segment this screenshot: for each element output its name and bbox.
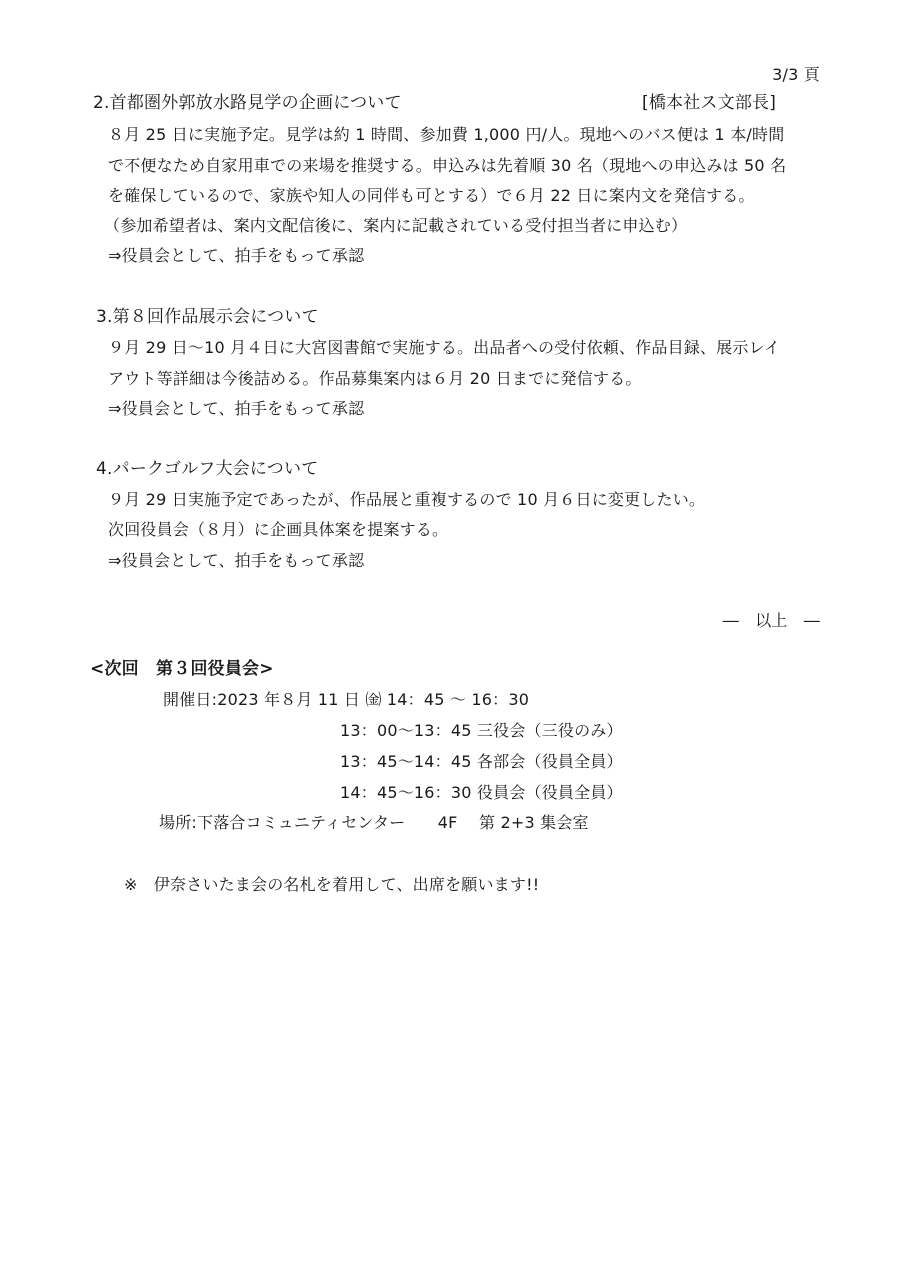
section-2-approval: ⇒役員会として、拍手をもって承認 (108, 246, 365, 265)
section-4-approval: ⇒役員会として、拍手をもって承認 (108, 551, 365, 570)
section-2-line-4: （参加希望者は、案内文配信後に、案内に記載されている受付担当者に申込む） (104, 216, 688, 235)
section-3-line-1: ９月 29 日～10 月４日に大宮図書館で実施する。出品者への受付依頼、作品目録、展示レイ (108, 338, 781, 357)
section-2-owner: [橋本社ス文部長] (642, 93, 777, 113)
attendance-note: ※ 伊奈さいたま会の名札を着用して、出席を願います!! (124, 875, 540, 894)
section-2-line-3: を確保しているので、家族や知人の同伴も可とする）で６月 22 日に案内文を発信する。 (108, 186, 755, 205)
section-4-line-1: ９月 29 日実施予定であったが、作品展と重複するので 10 月６日に変更したい。 (108, 490, 706, 509)
schedule-item-1: 13：00～13：45 三役会（三役のみ） (340, 721, 623, 740)
section-2-line-1: ８月 25 日に実施予定。見学は約 1 時間、参加費 1,000 円/人。現地へのバス便は 1 本/時間 (108, 125, 785, 144)
section-4-line-2: 次回役員会（８月）に企画具体案を提案する。 (108, 520, 449, 539)
section-3-line-2: アウト等詳細は今後詰める。作品募集案内は６月 20 日までに発信する。 (108, 369, 642, 388)
next-meeting-date: 開催日:2023 年８月 11 日 ㈮ 14：45 ～ 16：30 (163, 690, 530, 709)
section-3-approval: ⇒役員会として、拍手をもって承認 (108, 399, 365, 418)
section-4-title: 4.パークゴルフ大会について (96, 459, 319, 479)
section-3-title: 3.第８回作品展示会について (96, 307, 319, 327)
meeting-place: 場所:下落合コミュニティセンター 4F 第 2+3 集会室 (159, 813, 589, 832)
section-2-line-2: で不便なため自家用車での来場を推奨する。申込みは先着順 30 名（現地への申込みは 50 名 (108, 156, 787, 175)
schedule-item-2: 13：45～14：45 各部会（役員全員） (340, 752, 623, 771)
next-meeting-title: <次回 第３回役員会> (90, 659, 274, 679)
closing-mark: ― 以上 ― (722, 611, 820, 630)
section-2-title: 2.首都圏外郭放水路見学の企画について (93, 93, 402, 113)
page-number: 3/3 頁 (772, 65, 820, 84)
schedule-item-3: 14：45～16：30 役員会（役員全員） (340, 783, 623, 802)
